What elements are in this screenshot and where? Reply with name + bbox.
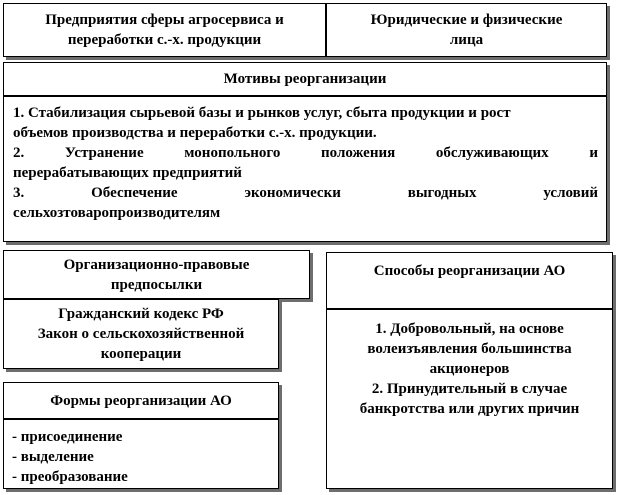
- forms-item-1: - присоединение: [12, 429, 123, 445]
- motive-line-2: объемов производства и переработки с.-х. продукции.: [13, 125, 377, 141]
- agroservice-enterprises-box: [3, 3, 326, 57]
- methods-title-box: [326, 252, 613, 309]
- forms-list-box: [3, 419, 279, 489]
- motive-line-4: перерабатывающих предприятий: [13, 165, 242, 181]
- legal-persons-box: [326, 3, 607, 57]
- org-legal-title-line-2: предпосылки: [110, 276, 203, 293]
- motive-line-3: 2. Устранение монопольного положения обслуживающих и: [13, 145, 598, 161]
- methods-body-line-3: акционеров: [429, 361, 510, 377]
- forms-title-box: [3, 382, 279, 419]
- org-legal-body-box: [3, 299, 279, 369]
- forms-item-2: - выделение: [12, 449, 94, 465]
- org-legal-body-line-3: кооперации: [100, 346, 182, 362]
- motive-line-6: сельхозтоваропроизводителям: [13, 205, 221, 221]
- methods-body-line-5: банкротства или других причин: [359, 401, 580, 417]
- agroservice-line-2: переработки с.-х. продукции: [67, 32, 262, 48]
- motives-title: Мотивы реорганизации: [223, 71, 387, 87]
- methods-body-line-2: волеизъявления большинства: [367, 341, 572, 357]
- org-legal-body-line-2: Закон о сельскохозяйственной: [37, 326, 245, 342]
- methods-body-line-4: 2. Принудительный в случае: [371, 381, 568, 397]
- forms-item-3: - преобразование: [12, 469, 128, 485]
- legal-persons-line-1: Юридические и физические: [370, 12, 563, 28]
- org-legal-title-line-1: Организационно-правовые: [63, 256, 250, 273]
- motives-body-box: [3, 96, 607, 242]
- methods-body-box: [326, 309, 613, 489]
- motive-line-5: 3. Обеспечение экономически выгодных условий: [13, 185, 598, 201]
- legal-persons-line-2: лица: [449, 32, 484, 48]
- motive-line-1: 1. Стабилизация сырьевой базы и рынков услуг, сбыта продукции и рост: [13, 105, 511, 121]
- agroservice-line-1: Предприятия сферы агросервиса и: [45, 12, 284, 28]
- forms-title: Формы реорганизации АО: [50, 392, 232, 409]
- org-legal-title-box: [3, 250, 310, 299]
- org-legal-body-line-1: Гражданский кодекс РФ: [58, 306, 224, 322]
- methods-body-line-1: 1. Добровольный, на основе: [375, 321, 564, 337]
- methods-title: Способы реорганизации АО: [373, 263, 566, 279]
- motives-title-box: [3, 62, 607, 96]
